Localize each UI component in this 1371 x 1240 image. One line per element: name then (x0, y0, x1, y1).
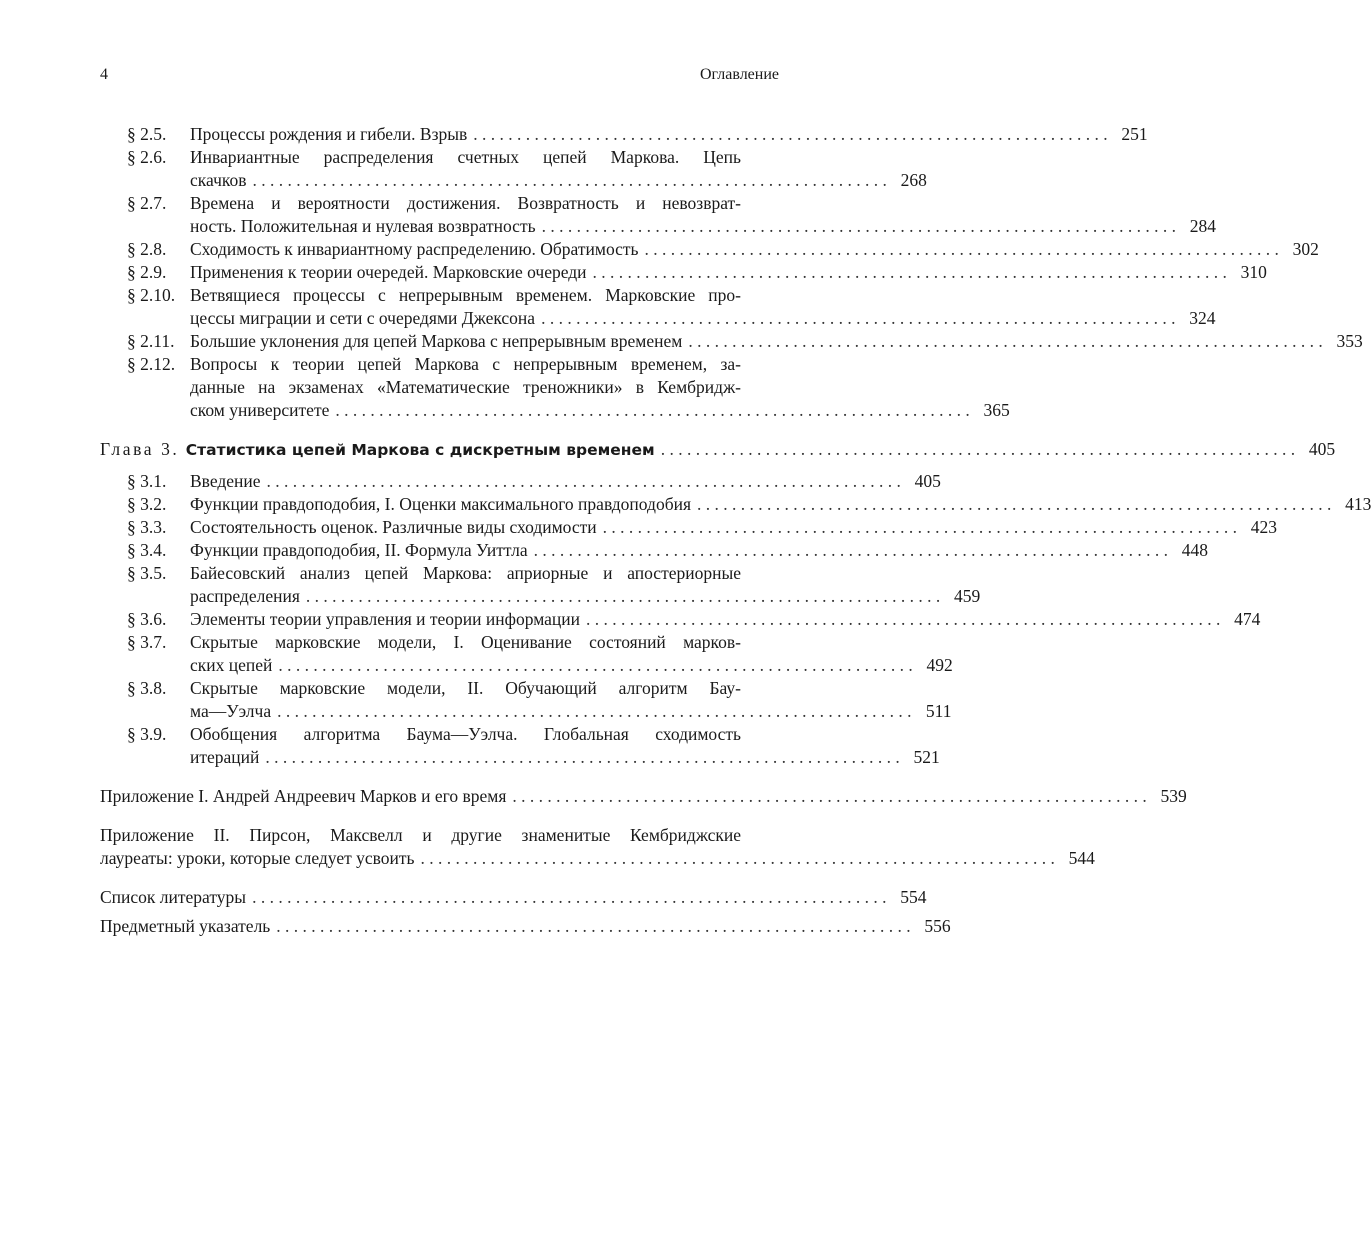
toc-section-entry[interactable] (100, 608, 1261, 631)
section-number: § 3.5. (127, 563, 167, 583)
section-body (190, 353, 1010, 422)
dot-leader: . . . . . . . . . . . . . . . . . . . . . . . . . . . . . . . . . . . . . . . . . . . . . . . . . . . . . . . . . . . . . . . . . . . . . . . . . (533, 540, 1168, 560)
chapter-heading-text (100, 438, 655, 462)
toc-title-line: Скрытые марковские модели, II. Обучающий алгоритм Бау- (190, 678, 741, 698)
section-number: § 3.7. (127, 632, 167, 652)
toc-page-number: 554 (900, 887, 927, 907)
toc-entry-title: Список литературы (100, 887, 247, 907)
toc-title-line: Вопросы к теории цепей Маркова с непрерывным временем, за- (190, 354, 741, 374)
section-number: § 3.9. (127, 724, 167, 744)
toc-section-entry[interactable] (100, 539, 1208, 562)
toc-entry-title: распределения (190, 586, 300, 606)
toc-title-line: Приложение II. Пирсон, Максвелл и другие знаменитые Кембриджские (100, 825, 741, 845)
section-number: § 2.11. (127, 331, 175, 351)
toc-page-number: 556 (924, 916, 951, 936)
toc-last-line (190, 746, 940, 769)
section-number: § 2.12. (127, 354, 176, 374)
subject-index-entry[interactable] (100, 915, 951, 938)
dot-leader: . . . . . . . . . . . . . . . . . . . . . . . . . . . . . . . . . . . . . . . . . . . . . . . . . . . . . . . . . . . . . . . . . . . . . . . . . (688, 331, 1323, 351)
toc-entry-title: Сходимость к инвариантному распределению. Обратимость (190, 239, 639, 259)
toc-page-number: 448 (1181, 540, 1208, 560)
table-of-contents (100, 123, 1371, 938)
toc-last-line (190, 493, 1371, 516)
section-body (190, 284, 1216, 330)
dot-leader: . . . . . . . . . . . . . . . . . . . . . . . . . . . . . . . . . . . . . . . . . . . . . . . . . . . . . . . . . . . . . . . . . . . . . . . . . (252, 170, 887, 190)
section-number: § 2.5. (127, 124, 167, 144)
toc-title-line: данные на экзаменах «Математические треножники» в Кембридж- (190, 377, 741, 397)
toc-section-entry[interactable] (100, 493, 1371, 516)
dot-leader: . . . . . . . . . . . . . . . . . . . . . . . . . . . . . . . . . . . . . . . . . . . . . . . . . . . . . . . . . . . . . . . . . . . . . . . . . (586, 609, 1221, 629)
toc-page-number: 405 (914, 471, 941, 491)
toc-entry-title: итераций (190, 747, 260, 767)
section-number: § 3.6. (127, 609, 167, 629)
dot-leader: . . . . . . . . . . . . . . . . . . . . . . . . . . . . . . . . . . . . . . . . . . . . . . . . . . . . . . . . . . . . . . . . . . . . . . . . . (644, 239, 1279, 259)
section-number: § 2.7. (127, 193, 167, 213)
toc-page-number: 268 (900, 170, 927, 190)
toc-entry-title: ность. Положительная и нулевая возвратность (190, 216, 536, 236)
toc-page-number: 511 (925, 701, 952, 721)
dot-leader: . . . . . . . . . . . . . . . . . . . . . . . . . . . . . . . . . . . . . . . . . . . . . . . . . . . . . . . . . . . . . . . . . . . . . . . . . (277, 701, 912, 721)
toc-last-line (100, 438, 1336, 462)
toc-page-number: 284 (1189, 216, 1216, 236)
toc-page-number: 251 (1121, 124, 1148, 144)
toc-last-line (190, 539, 1208, 562)
section-number: § 2.10. (127, 285, 176, 305)
dot-leader: . . . . . . . . . . . . . . . . . . . . . . . . . . . . . . . . . . . . . . . . . . . . . . . . . . . . . . . . . . . . . . . . . . . . . . . . . (335, 400, 970, 420)
dot-leader: . . . . . . . . . . . . . . . . . . . . . . . . . . . . . . . . . . . . . . . . . . . . . . . . . . . . . . . . . . . . . . . . . . . . . . . . . (697, 494, 1332, 514)
section-number: § 2.9. (127, 262, 167, 282)
toc-last-line (190, 654, 953, 677)
section-body (190, 608, 1261, 631)
toc-last-line (190, 516, 1278, 539)
dot-leader: . . . . . . . . . . . . . . . . . . . . . . . . . . . . . . . . . . . . . . . . . . . . . . . . . . . . . . . . . . . . . . . . . . . . . . . . . (541, 216, 1176, 236)
toc-last-line (190, 307, 1216, 330)
toc-entry-title: ских цепей (190, 655, 273, 675)
toc-entry-title: скачков (190, 170, 247, 190)
toc-last-line (190, 399, 1010, 422)
section-body (190, 516, 1278, 539)
toc-entry-title: Функции правдоподобия, I. Оценки максимального правдоподобия (190, 494, 692, 514)
toc-section-entry[interactable] (100, 516, 1278, 539)
section-body (190, 123, 1148, 146)
dot-leader: . . . . . . . . . . . . . . . . . . . . . . . . . . . . . . . . . . . . . . . . . . . . . . . . . . . . . . . . . . . . . . . . . . . . . . . . . (278, 655, 913, 675)
toc-entry-title: Функции правдоподобия, II. Формула Уиттла (190, 540, 528, 560)
toc-last-line (100, 847, 1095, 870)
toc-title-line: Байесовский анализ цепей Маркова: априорные и апостериорные (190, 563, 741, 583)
toc-last-line (190, 585, 981, 608)
toc-section-entry[interactable] (100, 723, 940, 769)
toc-entry-title: Применения к теории очередей. Марковские очереди (190, 262, 587, 282)
toc-entry-title: ском университете (190, 400, 330, 420)
toc-section-entry[interactable] (100, 330, 1363, 353)
toc-title-line: Скрытые марковские модели, I. Оценивание состояний марков- (190, 632, 741, 652)
chapter-title: Статистика цепей Маркова с дискретным временем (185, 441, 655, 459)
section-number: § 3.4. (127, 540, 167, 560)
toc-page-number: 521 (913, 747, 940, 767)
dot-leader: . . . . . . . . . . . . . . . . . . . . . . . . . . . . . . . . . . . . . . . . . . . . . . . . . . . . . . . . . . . . . . . . . . . . . . . . . (512, 786, 1147, 806)
toc-page-number: 324 (1189, 308, 1216, 328)
page-number: 4 (100, 66, 108, 83)
toc-page-number: 353 (1336, 331, 1363, 351)
toc-page-number: 405 (1308, 439, 1336, 459)
toc-entry-title: Состоятельность оценок. Различные виды сходимости (190, 517, 597, 537)
toc-section-entry[interactable] (100, 146, 927, 192)
toc-last-line (100, 915, 951, 938)
running-head: Оглавление (699, 66, 779, 83)
dot-leader: . . . . . . . . . . . . . . . . . . . . . . . . . . . . . . . . . . . . . . . . . . . . . . . . . . . . . . . . . . . . . . . . . . . . . . . . . (592, 262, 1227, 282)
section-body (190, 330, 1363, 353)
toc-title-line: Ветвящиеся процессы с непрерывным временем. Марковские про- (190, 285, 741, 305)
toc-page-number: 459 (954, 586, 981, 606)
toc-entry-title: Элементы теории управления и теории информации (190, 609, 581, 629)
toc-section-entry[interactable] (100, 238, 1319, 261)
toc-last-line (190, 700, 952, 723)
bibliography-entry[interactable] (100, 886, 927, 909)
appendix-1-entry[interactable] (100, 785, 1187, 808)
chapter-3-heading[interactable] (100, 438, 1336, 462)
toc-last-line (100, 886, 927, 909)
toc-last-line (100, 785, 1187, 808)
section-body (190, 470, 941, 493)
toc-entry-title: Введение (190, 471, 261, 491)
toc-entry-title: цессы миграции и сети с очередями Джексона (190, 308, 536, 328)
section-number: § 3.3. (127, 517, 167, 537)
dot-leader: . . . . . . . . . . . . . . . . . . . . . . . . . . . . . . . . . . . . . . . . . . . . . . . . . . . . . . . . . . . . . . . . . . . . . . . . . (420, 848, 1055, 868)
toc-entry-title: лауреаты: уроки, которые следует усвоить (100, 848, 415, 868)
toc-section-entry[interactable] (100, 353, 1010, 422)
section-body (190, 192, 1216, 238)
toc-last-line (190, 238, 1319, 261)
toc-page-number: 413 (1345, 494, 1371, 514)
toc-section-entry[interactable] (100, 261, 1267, 284)
section-body (190, 238, 1319, 261)
toc-page-number: 474 (1234, 609, 1261, 629)
section-number: § 2.8. (127, 239, 167, 259)
toc-page-number: 310 (1240, 262, 1267, 282)
dot-leader: . . . . . . . . . . . . . . . . . . . . . . . . . . . . . . . . . . . . . . . . . . . . . . . . . . . . . . . . . . . . . . . . . . . . . . . . . (276, 916, 911, 936)
section-body (190, 562, 981, 608)
toc-page-number: 365 (983, 400, 1010, 420)
toc-last-line (190, 470, 941, 493)
toc-last-line (190, 215, 1216, 238)
dot-leader: . . . . . . . . . . . . . . . . . . . . . . . . . . . . . . . . . . . . . . . . . . . . . . . . . . . . . . . . . . . . . . . . . . . . . . . . . (660, 439, 1296, 459)
dot-leader: . . . . . . . . . . . . . . . . . . . . . . . . . . . . . . . . . . . . . . . . . . . . . . . . . . . . . . . . . . . . . . . . . . . . . . . . . (305, 586, 941, 606)
section-body (190, 677, 952, 723)
section-number: § 3.1. (127, 471, 167, 491)
toc-section-entry[interactable] (100, 192, 1216, 238)
toc-section-entry[interactable] (100, 123, 1148, 146)
section-body (190, 493, 1371, 516)
toc-entry-title: Приложение I. Андрей Андреевич Марков и его время (100, 786, 507, 806)
section-body (190, 723, 940, 769)
toc-entry-title: Предметный указатель (100, 916, 271, 936)
toc-title-line: Инвариантные распределения счетных цепей Маркова. Цепь (190, 147, 741, 167)
toc-page-number: 492 (926, 655, 953, 675)
section-number: § 2.6. (127, 147, 167, 167)
dot-leader: . . . . . . . . . . . . . . . . . . . . . . . . . . . . . . . . . . . . . . . . . . . . . . . . . . . . . . . . . . . . . . . . . . . . . . . . . (266, 471, 901, 491)
section-body (190, 631, 953, 677)
toc-entry-title: ма—Уэлча (190, 701, 272, 721)
toc-last-line (190, 123, 1148, 146)
toc-last-line (190, 608, 1261, 631)
section-body (190, 539, 1208, 562)
toc-page-number: 302 (1292, 239, 1319, 259)
toc-entry-title: Большие уклонения для цепей Маркова с непрерывным временем (190, 331, 683, 351)
section-number: § 3.8. (127, 678, 167, 698)
toc-page-number: 423 (1250, 517, 1278, 537)
toc-page-number: 539 (1160, 786, 1187, 806)
toc-title-line: Обобщения алгоритма Баума—Уэлча. Глобальная сходимость (190, 724, 741, 744)
toc-section-entry[interactable] (100, 631, 953, 677)
toc-title-line: Времена и вероятности достижения. Возвратность и невозврат- (190, 193, 741, 213)
toc-section-entry[interactable] (100, 470, 941, 493)
dot-leader: . . . . . . . . . . . . . . . . . . . . . . . . . . . . . . . . . . . . . . . . . . . . . . . . . . . . . . . . . . . . . . . . . . . . . . . . . (541, 308, 1176, 328)
toc-entry-title: Процессы рождения и гибели. Взрыв (190, 124, 468, 144)
dot-leader: . . . . . . . . . . . . . . . . . . . . . . . . . . . . . . . . . . . . . . . . . . . . . . . . . . . . . . . . . . . . . . . . . . . . . . . . . (602, 517, 1238, 537)
dot-leader: . . . . . . . . . . . . . . . . . . . . . . . . . . . . . . . . . . . . . . . . . . . . . . . . . . . . . . . . . . . . . . . . . . . . . . . . . (252, 887, 887, 907)
dot-leader: . . . . . . . . . . . . . . . . . . . . . . . . . . . . . . . . . . . . . . . . . . . . . . . . . . . . . . . . . . . . . . . . . . . . . . . . . (473, 124, 1108, 144)
appendix-2-entry[interactable] (100, 824, 1095, 870)
toc-last-line (190, 261, 1267, 284)
chapter-label: Глава 3. (100, 439, 180, 459)
dot-leader: . . . . . . . . . . . . . . . . . . . . . . . . . . . . . . . . . . . . . . . . . . . . . . . . . . . . . . . . . . . . . . . . . . . . . . . . . (265, 747, 900, 767)
toc-last-line (190, 330, 1363, 353)
section-number: § 3.2. (127, 494, 167, 514)
section-body (190, 146, 927, 192)
toc-section-entry[interactable] (100, 677, 952, 723)
toc-last-line (190, 169, 927, 192)
section-body (190, 261, 1267, 284)
toc-section-entry[interactable] (100, 284, 1216, 330)
toc-section-entry[interactable] (100, 562, 981, 608)
toc-page-number: 544 (1068, 848, 1095, 868)
